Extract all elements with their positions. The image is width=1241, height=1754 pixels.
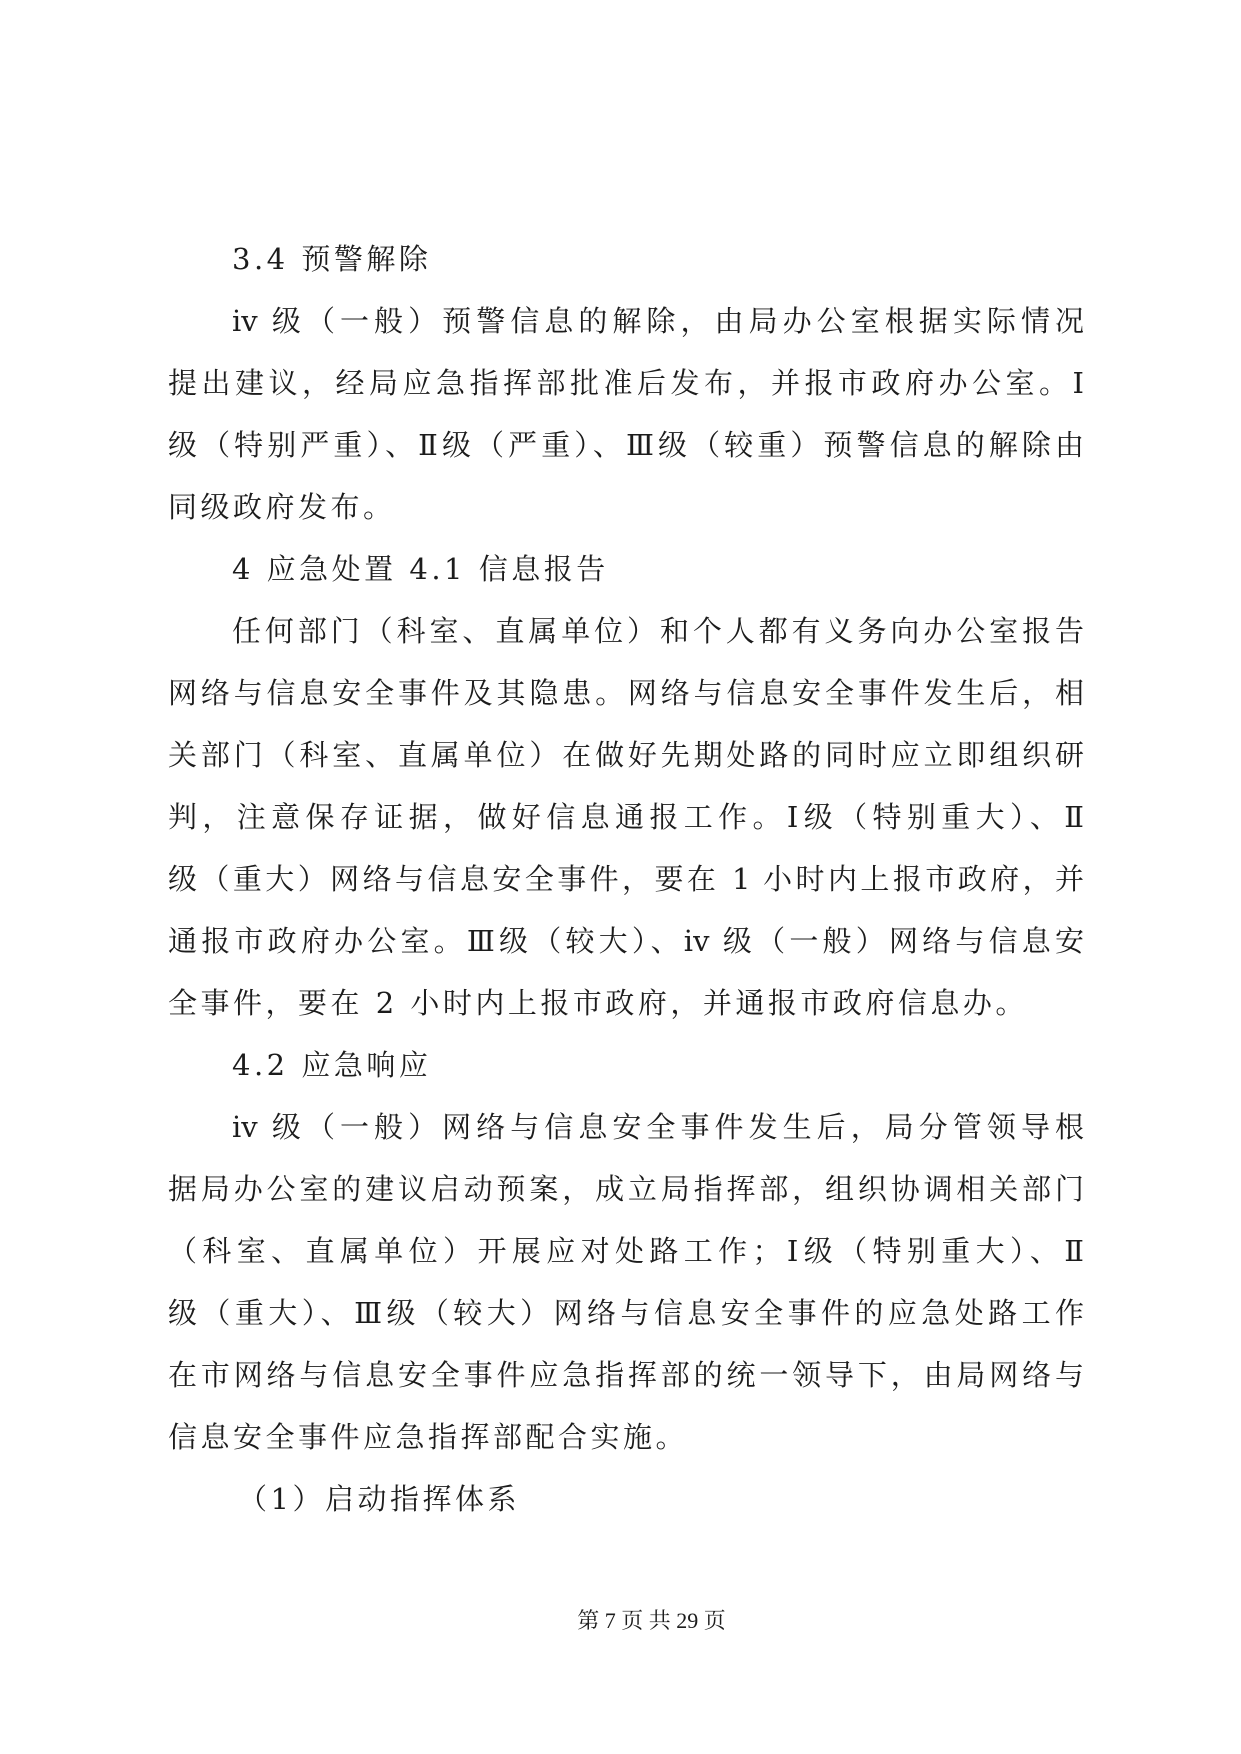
text-line: 全事件，要在 2 小时内上报市政府，并通报市政府信息办。 xyxy=(168,986,1028,1020)
text-line: 通报市政府办公室。Ⅲ级（较大）、iv 级（一般）网络与信息安 xyxy=(168,924,1084,958)
text-line: （科室、直属单位）开展应对处路工作；Ⅰ级（特别重大）、Ⅱ xyxy=(168,1234,1084,1268)
section-heading-4-1 xyxy=(168,538,1084,600)
document-body xyxy=(168,228,1084,1530)
text-line: iv 级（一般）预警信息的解除，由局办公室根据实际情况 xyxy=(232,304,1084,338)
text-line: 网络与信息安全事件及其隐患。网络与信息安全事件发生后，相 xyxy=(168,676,1084,710)
text-line: 信息安全事件应急指挥部配合实施。 xyxy=(168,1420,689,1454)
section-heading-3-4 xyxy=(168,228,1084,290)
text-line: 级（特别严重）、Ⅱ级（严重）、Ⅲ级（较重）预警信息的解除由 xyxy=(168,428,1084,462)
paragraph-information-report xyxy=(168,600,1084,1034)
text-line: 在市网络与信息安全事件应急指挥部的统一领导下，由局网络与 xyxy=(168,1358,1084,1392)
page-number-footer: 第 7 页 共 29 页 xyxy=(577,1608,726,1633)
text-line: 级（重大）、Ⅲ级（较大）网络与信息安全事件的应急处路工作 xyxy=(168,1296,1084,1330)
text-line: iv 级（一般）网络与信息安全事件发生后，局分管领导根 xyxy=(232,1110,1084,1144)
list-item-text: （1）启动指挥体系 xyxy=(238,1482,520,1516)
list-item-command-system xyxy=(168,1468,1084,1530)
paragraph-warning-release xyxy=(168,290,1084,538)
text-line: 据局办公室的建议启动预案，成立局指挥部，组织协调相关部门 xyxy=(168,1172,1084,1206)
text-line: 同级政府发布。 xyxy=(168,490,396,524)
heading-text: 3.4 预警解除 xyxy=(232,242,432,276)
text-line: 判，注意保存证据，做好信息通报工作。Ⅰ级（特别重大）、Ⅱ xyxy=(168,800,1084,834)
heading-text: 4.2 应急响应 xyxy=(232,1048,432,1082)
paragraph-emergency-response xyxy=(168,1096,1084,1468)
heading-text: 4 应急处置 4.1 信息报告 xyxy=(232,552,609,586)
text-line: 提出建议，经局应急指挥部批准后发布，并报市政府办公室。Ⅰ xyxy=(168,366,1084,400)
text-line: 任何部门（科室、直属单位）和个人都有义务向办公室报告 xyxy=(232,614,1084,648)
section-heading-4-2 xyxy=(168,1034,1084,1096)
text-line: 关部门（科室、直属单位）在做好先期处路的同时应立即组织研 xyxy=(168,738,1084,772)
text-line: 级（重大）网络与信息安全事件，要在 1 小时内上报市政府，并 xyxy=(168,862,1084,896)
